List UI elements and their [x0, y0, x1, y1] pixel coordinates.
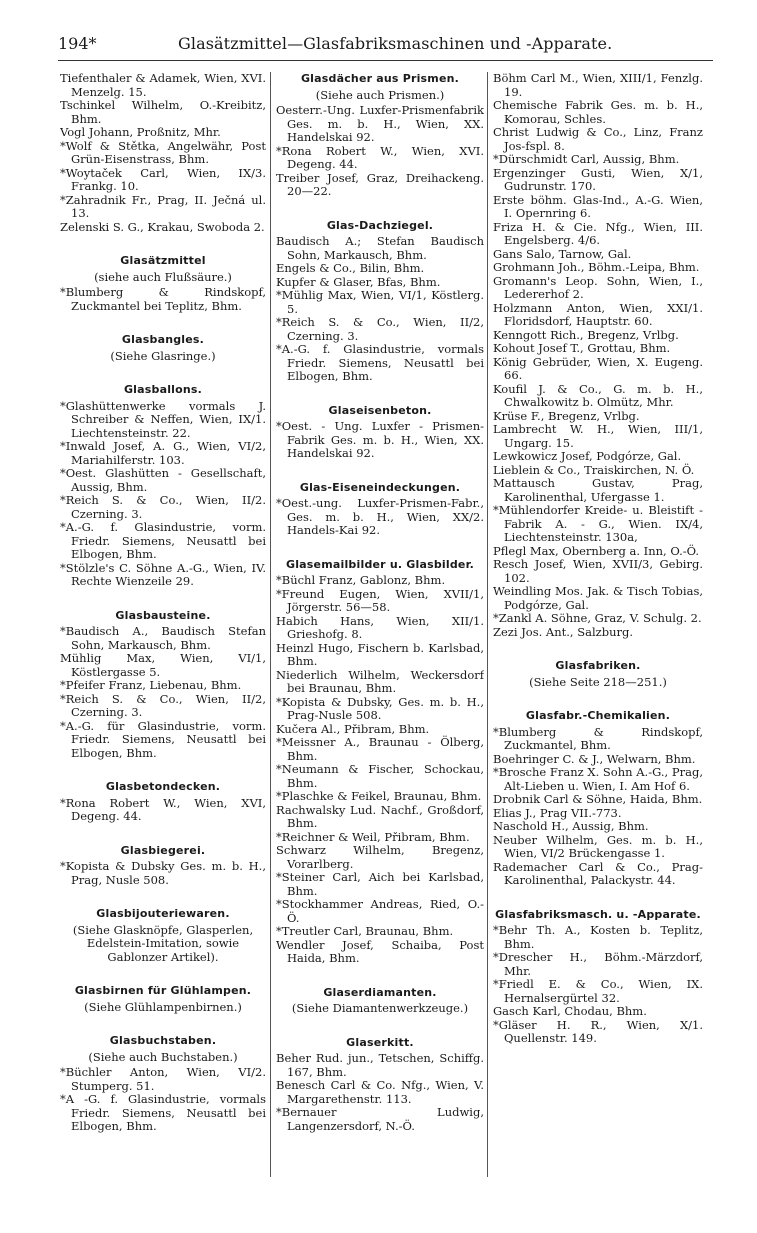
section-heading: Glasdächer aus Prismen.: [300, 72, 460, 85]
section-heading: Glas-Eiseneindeckungen.: [299, 480, 461, 494]
directory-entry: Benesch Carl & Co. Nfg., Wien, V. Margarethenstr. 113.: [276, 1078, 484, 1106]
directory-entry: *Plaschke & Feikel, Braunau, Bhm.: [276, 789, 482, 803]
cross-reference-note: (Siehe Glasringe.): [110, 348, 216, 363]
directory-entry: *Stockhammer Andreas, Ried, O.-Ö.: [276, 897, 484, 925]
section-heading: Glaserdiamanten.: [323, 985, 437, 999]
directory-entry: Boehringer C. & J., Welwarn, Bhm.: [493, 751, 696, 766]
cross-reference-note: (Siehe Glasknöpfe, Glasperlen, Edelstein-Imitation, sowie Gablonzer Artikel).: [72, 922, 254, 964]
directory-entry: Heinzl Hugo, Fischern b. Karlsbad, Bhm.: [276, 640, 484, 668]
directory-entry: Elias J., Prag VII.-773.: [493, 805, 622, 820]
directory-entry: Böhm Carl M., Wien, XIII/1, Fenzlg. 19.: [493, 72, 703, 99]
directory-entry: Beher Rud. jun., Tetschen, Schiffg. 167, Bhm.: [276, 1051, 484, 1079]
directory-entry: Vogl Johann, Proßnitz, Mhr.: [60, 125, 221, 139]
directory-entry: *Kopista & Dubsky Ges. m. b. H., Prag, Nusle 508.: [60, 859, 266, 887]
directory-entry: Neuber Wilhelm, Ges. m. b. H., Wien, VI/2 Brückengasse 1.: [493, 832, 703, 860]
section-heading: Glasemailbilder u. Glasbilder.: [285, 557, 475, 571]
section-heading: Glasbetondecken.: [105, 780, 221, 793]
section-heading: Glasbangles.: [121, 333, 205, 346]
directory-entry: *Steiner Carl, Aich bei Karlsbad, Bhm.: [276, 870, 484, 898]
directory-entry: Niederlich Wilhelm, Weckersdorf bei Braunau, Bhm.: [276, 667, 484, 695]
cross-reference-note: (Siehe Glühlampenbirnen.): [84, 999, 242, 1014]
directory-entry: Wendler Josef, Schaiba, Post Haida, Bhm.: [276, 937, 484, 965]
directory-entry: Erste böhm. Glas-Ind., A.-G. Wien, I. Opernring 6.: [493, 192, 703, 220]
section-heading: Glasfabriksmasch. u. -Apparate.: [495, 907, 701, 921]
directory-entry: *Rona Robert W., Wien, XVI. Degeng. 44.: [276, 143, 484, 171]
directory-entry: Koufil J. & Co., G. m. b. H., Chwalkowitz b. Olmütz, Mhr.: [493, 381, 703, 409]
directory-entry: Mattausch Gustav, Prag, Karolinenthal, Ufergasse 1.: [493, 476, 703, 504]
directory-entry: *Büchl Franz, Gablonz, Bhm.: [276, 573, 446, 587]
section-heading: Glasbijouteriewaren.: [96, 907, 230, 920]
directory-entry: Kenngott Rich., Bregenz, Vrlbg.: [493, 327, 679, 342]
column-right: [493, 72, 703, 1046]
directory-entry: *A.-G. f. Glasindustrie, vormals Friedr. Siemens, Neusattl bei Elbogen, Bhm.: [276, 342, 484, 383]
directory-entry: *Blumberg & Rindskopf, Zuckmantel bei Teplitz, Bhm.: [60, 285, 266, 313]
column-divider: [487, 72, 488, 1177]
directory-entry: *A -G. f. Glasindustrie, vormals Friedr. Siemens, Neusattl bei Elbogen, Bhm.: [60, 1092, 266, 1133]
directory-entry: Lewkowicz Josef, Podgórze, Gal.: [493, 449, 682, 463]
directory-entry: Zezi Jos. Ant., Salzburg.: [493, 624, 633, 639]
directory-entry: *Pfeifer Franz, Liebenau, Bhm.: [60, 678, 242, 692]
section-heading: Glasbuchstaben.: [109, 1034, 217, 1047]
directory-entry: Lieblein & Co., Traiskirchen, N. Ö.: [493, 462, 695, 477]
section-heading: Glasfabr.-Chemikalien.: [525, 709, 671, 722]
directory-entry: *Zankl A. Söhne, Graz, V. Schulg. 2.: [493, 611, 702, 625]
directory-entry: *Reich S. & Co., Wien, II/2. Czerning. 3.: [60, 493, 266, 521]
directory-entry: Friza H. & Cie. Nfg., Wien, III. Engelsberg. 4/6.: [493, 219, 703, 247]
section-heading: Glasbausteine.: [115, 608, 211, 622]
page-header: [58, 28, 713, 56]
directory-entry: *Freund Eugen, Wien, XVII/1, Jörgerstr. 56—58.: [276, 586, 484, 614]
directory-entry: *Reich S. & Co., Wien, II/2, Czerning. 3.: [60, 691, 266, 719]
directory-entry: Tschinkel Wilhelm, O.-Kreibitz, Bhm.: [60, 98, 266, 126]
directory-entry: Treiber Josef, Graz, Dreihackeng. 20—22.: [276, 170, 484, 198]
directory-entry: *Kopista & Dubsky, Ges. m. b. H., Prag-Nusle 508.: [276, 694, 484, 722]
directory-entry: *Drescher H., Böhm.-Märzdorf, Mhr.: [493, 950, 703, 978]
directory-entry: Kupfer & Glaser, Bfas, Bhm.: [276, 274, 441, 289]
directory-entry: *Dürschmidt Carl, Aussig, Bhm.: [493, 152, 680, 166]
directory-entry: *Reichner & Weil, Přibram, Bhm.: [276, 829, 470, 844]
directory-entry: *A.-G. f. Glasindustrie, vorm. Friedr. Siemens, Neusattl bei Elbogen, Bhm.: [60, 520, 266, 561]
directory-entry: *A.-G. für Glasindustrie, vorm. Friedr. Siemens, Neusattl bei Elbogen, Bhm.: [60, 718, 266, 760]
directory-entry: Ergenzinger Gusti, Wien, X/1, Gudrunstr. 170.: [493, 165, 703, 193]
directory-entry: Zelenski S. G., Krakau, Swoboda 2.: [60, 219, 265, 234]
directory-entry: Pflegl Max, Obernberg a. Inn, O.-Ö.: [493, 543, 700, 558]
directory-entry: *Bernauer Ludwig, Langenzersdorf, N.-Ö.: [276, 1105, 484, 1133]
directory-entry: Rachwalsky Lud. Nachf., Großdorf, Bhm.: [276, 802, 484, 830]
section-heading: Glasbiegerei.: [120, 843, 206, 857]
directory-entry: *Friedl E. & Co., Wien, IX. Hernalsergürtel 32.: [493, 977, 703, 1005]
header-rule: [58, 60, 713, 61]
directory-entry: Christ Ludwig & Co., Linz, Franz Jos-fspl. 8.: [493, 125, 703, 153]
directory-entry: *Zahradnik Fr., Prag, II. Ječná ul. 13.: [60, 192, 266, 220]
cross-reference-note: (Siehe auch Prismen.): [315, 87, 445, 102]
directory-entry: *Inwald Josef, A. G., Wien, VI/2, Mariahilferstr. 103.: [60, 439, 266, 467]
directory-entry: *Oest. Glashütten - Gesellschaft, Aussig, Bhm.: [60, 466, 266, 494]
directory-entry: *Gläser H. R., Wien, X/1. Quellenstr. 149.: [493, 1017, 703, 1045]
directory-entry: König Gebrüder, Wien, X. Eugeng. 66.: [493, 354, 703, 382]
directory-entry: Holzmann Anton, Wien, XXI/1. Floridsdorf, Hauptstr. 60.: [493, 300, 703, 328]
directory-entry: *Wolf & Stětka, Angelwähr, Post Grün-Eisenstrass, Bhm.: [60, 138, 266, 166]
directory-entry: Weindling Mos. Jak. & Tisch Tobias, Podgórze, Gal.: [493, 584, 703, 612]
directory-entry: *Glashüttenwerke vormals J. Schreiber & Neffen, Wien, IX/1. Liechtensteinstr. 22.: [60, 398, 266, 440]
column-middle: [276, 72, 484, 1133]
directory-entry: *Oest.-ung. Luxfer-Prismen-Fabr., Ges. m. b. H., Wien, XX/2. Handels-Kai 92.: [276, 496, 484, 537]
directory-entry: Naschold H., Aussig, Bhm.: [493, 819, 649, 833]
directory-entry: Kohout Josef T., Grottau, Bhm.: [493, 341, 671, 355]
directory-entry: Baudisch A.; Stefan Baudisch Sohn, Markausch, Bhm.: [276, 234, 484, 262]
directory-entry: Krüse F., Bregenz, Vrlbg.: [493, 408, 640, 423]
directory-entry: *Behr Th. A., Kosten b. Teplitz, Bhm.: [493, 923, 703, 951]
directory-entry: Grohmann Joh., Böhm.-Leipa, Bhm.: [493, 260, 700, 274]
page-number: 194*: [58, 34, 97, 53]
directory-entry: *Blumberg & Rindskopf, Zuckmantel, Bhm.: [493, 724, 703, 752]
directory-entry: *Reich S. & Co., Wien, II/2, Czerning. 3.: [276, 315, 484, 343]
section-heading: Glasätzmittel: [120, 254, 206, 267]
cross-reference-note: (Siehe auch Buchstaben.): [88, 1049, 238, 1064]
directory-entry: *Woytaček Carl, Wien, IX/3. Frankg. 10.: [60, 165, 266, 193]
directory-entry: Schwarz Wilhelm, Bregenz, Vorarlberg.: [276, 843, 484, 871]
directory-entry: Lambrecht W. H., Wien, III/1, Ungarg. 15.: [493, 422, 703, 450]
directory-entry: *Baudisch A., Baudisch Stefan Sohn, Markausch, Bhm.: [60, 624, 266, 652]
directory-entry: Resch Josef, Wien, XVII/3, Gebirg. 102.: [493, 557, 703, 585]
directory-entry: Rademacher Carl & Co., Prag-Karolinenthal, Palackystr. 44.: [493, 859, 703, 887]
directory-entry: Chemische Fabrik Ges. m. b. H., Komorau, Schles.: [493, 98, 703, 126]
directory-entry: *Treutler Carl, Braunau, Bhm.: [276, 924, 454, 938]
directory-entry: Gromann's Leop. Sohn, Wien, I., Ledererhof 2.: [493, 273, 703, 301]
directory-entry: *Brosche Franz X. Sohn A.-G., Prag, Alt-Lieben u. Wien, I. Am Hof 6.: [493, 765, 703, 793]
directory-entry: Habich Hans, Wien, XII/1. Grieshofg. 8.: [276, 613, 484, 641]
section-heading: Glasfabriken.: [555, 659, 641, 672]
directory-entry: Oesterr.-Ung. Luxfer-Prismenfabrik Ges. m. b. H., Wien, XX. Handelskai 92.: [276, 103, 484, 144]
directory-entry: Drobnik Carl & Söhne, Haida, Bhm.: [493, 792, 703, 806]
section-heading: Glasballons.: [123, 383, 203, 396]
running-title: Glasätzmittel—Glasfabriksmaschinen und -Apparate.: [178, 34, 613, 53]
cross-reference-note: (siehe auch Flußsäure.): [94, 269, 232, 284]
column-left: [60, 72, 266, 1134]
directory-entry: *Büchler Anton, Wien, VI/2. Stumperg. 51.: [60, 1065, 266, 1093]
section-heading: Glaseisenbeton.: [328, 403, 432, 417]
directory-entry: Mühlig Max, Wien, VI/1, Köstlergasse 5.: [60, 651, 266, 679]
cross-reference-note: (Siehe Diamantenwerkzeuge.): [291, 1001, 469, 1015]
column-divider: [270, 72, 271, 1177]
directory-entry: Engels & Co., Bilin, Bhm.: [276, 261, 425, 275]
section-heading: Glaserkitt.: [346, 1035, 414, 1049]
directory-entry: *Rona Robert W., Wien, XVI, Degeng. 44.: [60, 795, 266, 823]
directory-entry: *Mühlig Max, Wien, VI/1, Köstlerg. 5.: [276, 288, 484, 316]
directory-entry: Tiefenthaler & Adamek, Wien, XVI. Menzelg. 15.: [60, 72, 266, 99]
directory-entry: *Oest. - Ung. Luxfer - Prismen-Fabrik Ges. m. b. H., Wien, XX. Handelskai 92.: [276, 419, 484, 460]
cross-reference-note: (Siehe Seite 218—251.): [529, 674, 667, 689]
section-heading: Glas-Dachziegel.: [326, 218, 434, 232]
directory-entry: *Mühlendorfer Kreide- u. Bleistift - Fabrik A. - G., Wien. IX/4, Liechtensteinstr. 130a,: [493, 503, 703, 544]
directory-entry: Gasch Karl, Chodau, Bhm.: [493, 1004, 647, 1018]
directory-entry: *Stölzle's C. Söhne A.-G., Wien, IV. Rechte Wienzeile 29.: [60, 560, 266, 588]
directory-entry: Gans Salo, Tarnow, Gal.: [493, 246, 632, 261]
section-heading: Glasbirnen für Glühlampen.: [74, 984, 252, 997]
directory-entry: *Neumann & Fischer, Schockau, Bhm.: [276, 762, 484, 790]
directory-entry: *Meissner A., Braunau - Ölberg, Bhm.: [276, 735, 484, 763]
directory-entry: Kučera Al., Přibram, Bhm.: [276, 721, 430, 736]
